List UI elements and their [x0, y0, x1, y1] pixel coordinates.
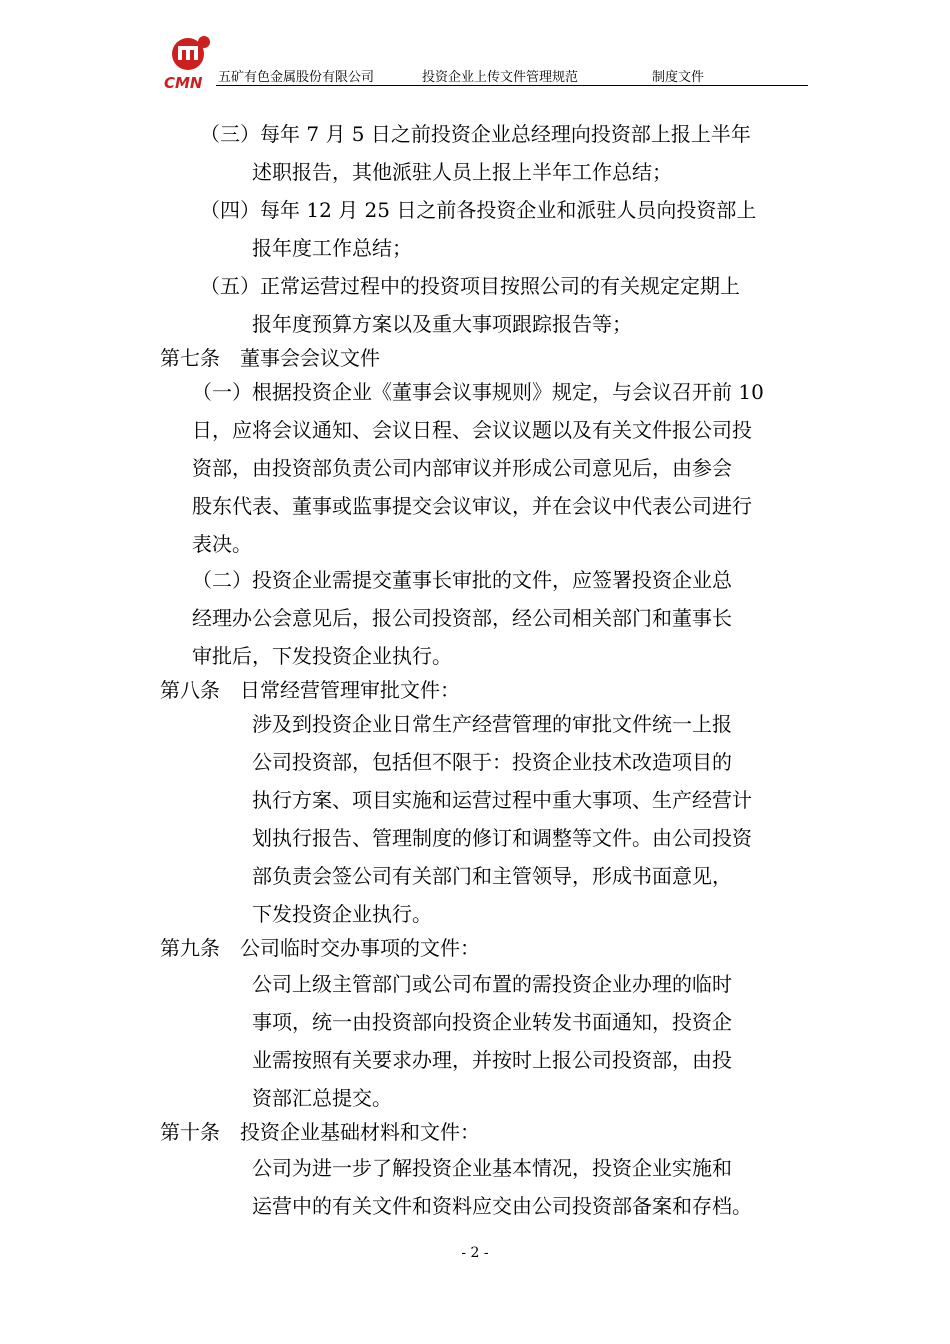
body-line: 经理办公会意见后，报公司投资部，经公司相关部门和董事长 [192, 606, 732, 630]
body-line: 部负责会签公司有关部门和主管领导，形成书面意见， [252, 864, 732, 888]
body-line: 事项，统一由投资部向投资企业转发书面通知，投资企 [252, 1010, 732, 1034]
body-line: 资部，由投资部负责公司内部审议并形成公司意见后，由参会 [192, 456, 732, 480]
body-line: 涉及到投资企业日常生产经营管理的审批文件统一上报 [252, 712, 732, 736]
body-line: （二）投资企业需提交董事长审批的文件，应签署投资企业总 [192, 568, 732, 592]
article-heading: 第九条 公司临时交办事项的文件： [160, 936, 480, 960]
body-line: 公司为进一步了解投资企业基本情况，投资企业实施和 [252, 1156, 732, 1180]
cmn-logo [164, 34, 218, 92]
article-heading: 第八条 日常经营管理审批文件： [160, 678, 460, 702]
body-line: 审批后，下发投资企业执行。 [192, 644, 452, 668]
header-company: 五矿有色金属股份有限公司 [218, 70, 375, 85]
body-line: 公司投资部，包括但不限于：投资企业技术改造项目的 [252, 750, 732, 774]
body-line: 下发投资企业执行。 [252, 902, 432, 926]
body-line: 日，应将会议通知、会议日程、会议议题以及有关文件报公司投 [192, 418, 752, 442]
body-line: 报年度工作总结； [252, 236, 412, 260]
header-doc-type: 制度文件 [652, 70, 705, 85]
article-heading: 第十条 投资企业基础材料和文件： [160, 1120, 480, 1144]
logo-text: CMN [164, 74, 203, 92]
body-line: 股东代表、董事或监事提交会议审议，并在会议中代表公司进行 [192, 494, 752, 518]
header-doc-title: 投资企业上传文件管理规范 [422, 70, 579, 85]
body-line: （三）每年 7 月 5 日之前投资企业总经理向投资部上报上半年 [200, 122, 751, 146]
body-line: 运营中的有关文件和资料应交由公司投资部备案和存档。 [252, 1194, 752, 1218]
body-line: 述职报告，其他派驻人员上报上半年工作总结； [252, 160, 672, 184]
body-line: （四）每年 12 月 25 日之前各投资企业和派驻人员向投资部上 [200, 198, 757, 222]
body-line: 报年度预算方案以及重大事项跟踪报告等； [252, 312, 632, 336]
body-line: 资部汇总提交。 [252, 1086, 392, 1110]
body-line: 表决。 [192, 532, 252, 556]
body-line: 执行方案、项目实施和运营过程中重大事项、生产经营计 [252, 788, 752, 812]
page-header [160, 28, 808, 92]
header-rule [216, 85, 808, 86]
body-line: （一）根据投资企业《董事会议事规则》规定，与会议召开前 10 [192, 380, 764, 404]
body-line: 公司上级主管部门或公司布置的需投资企业办理的临时 [252, 972, 732, 996]
body-line: 业需按照有关要求办理，并按时上报公司投资部，由投 [252, 1048, 732, 1072]
body-line: （五）正常运营过程中的投资项目按照公司的有关规定定期上 [200, 274, 740, 298]
page-number: - 2 - [461, 1245, 489, 1261]
body-line: 划执行报告、管理制度的修订和调整等文件。由公司投资 [252, 826, 752, 850]
article-heading: 第七条 董事会会议文件 [160, 346, 380, 370]
